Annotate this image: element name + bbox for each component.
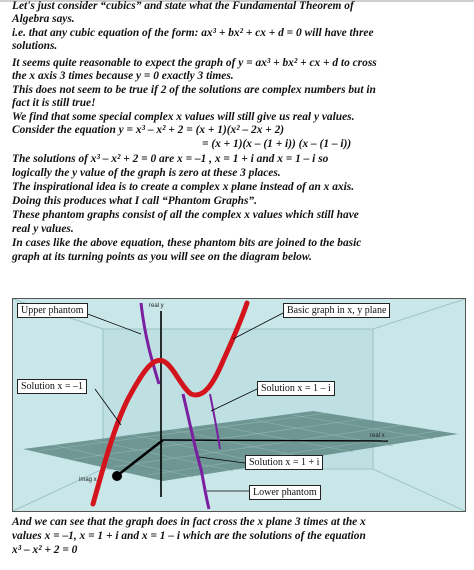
label-solution-neg1: Solution x = –1 (17, 379, 87, 394)
text-line-16: These phantom graphs consist of all the complex x values which still have (12, 209, 359, 221)
label-upper-phantom: Upper phantom (17, 303, 88, 318)
text-line-10: Consider the equation y = x³ – x² + 2 = (x + 1)(x² – 2x + 2) (12, 124, 285, 136)
text-line-15: Doing this produces what I call “Phantom Graphs”. (12, 195, 257, 207)
closing-line-3: x³ – x² + 2 = 0 (12, 544, 78, 556)
text-line-6: the x axis 3 times because y = 0 exactly 3 times. (12, 70, 234, 82)
label-basic-graph: Basic graph in x, y plane (283, 303, 390, 318)
text-line-4: solutions. (12, 40, 58, 52)
label-lower-phantom: Lower phantom (249, 485, 321, 500)
text-line-11: = (x + 1)(x – (1 + i)) (x – (1 – i)) (202, 138, 352, 150)
text-line-2: Algebra says. (12, 13, 75, 25)
label-solution-1-plus-i: Solution x = 1 + i (245, 455, 323, 470)
axis-label-real-x: real x (370, 433, 385, 439)
text-line-18: In cases like the above equation, these phantom bits are joined to the basic (12, 237, 362, 249)
text-line-9: We find that some special complex x values will still give us real y values. (12, 111, 355, 123)
text-line-7: This does not seem to be true if 2 of the solutions are complex numbers but in (12, 84, 376, 96)
text-line-12: The solutions of x³ – x² + 2 = 0 are x = –1 , x = 1 + i and x = 1 – i so (12, 153, 329, 165)
phantom-graph-diagram (12, 298, 466, 512)
text-line-3: i.e. that any cubic equation of the form: ax³ + bx² + cx + d = 0 will have three (12, 27, 374, 39)
text-line-17: real y values. (12, 223, 74, 235)
axis-label-real-y: real y (149, 303, 164, 309)
real-x-axis (163, 440, 388, 441)
text-line-14: The inspirational idea is to create a complex x plane instead of an x axis. (12, 181, 355, 193)
text-line-8: fact it is still true! (12, 97, 96, 109)
label-solution-1-minus-i: Solution x = 1 – i (257, 381, 335, 396)
axis-label-imag-x: imag x (79, 477, 97, 483)
text-line-13: logically the y value of the graph is zero at these 3 places. (12, 167, 281, 179)
closing-line-1: And we can see that the graph does in fact cross the x plane 3 times at the x (12, 516, 366, 528)
text-line-1: Let's just consider “cubics” and state what the Fundamental Theorem of (12, 0, 354, 12)
text-line-5: It seems quite reasonable to expect the graph of y = ax³ + bx² + cx + d to cross (12, 57, 377, 69)
closing-line-2: values x = –1, x = 1 + i and x = 1 – i which are the solutions of the equation (12, 530, 366, 542)
text-line-19: graph at its turning points as you will see on the diagram below. (12, 251, 312, 263)
